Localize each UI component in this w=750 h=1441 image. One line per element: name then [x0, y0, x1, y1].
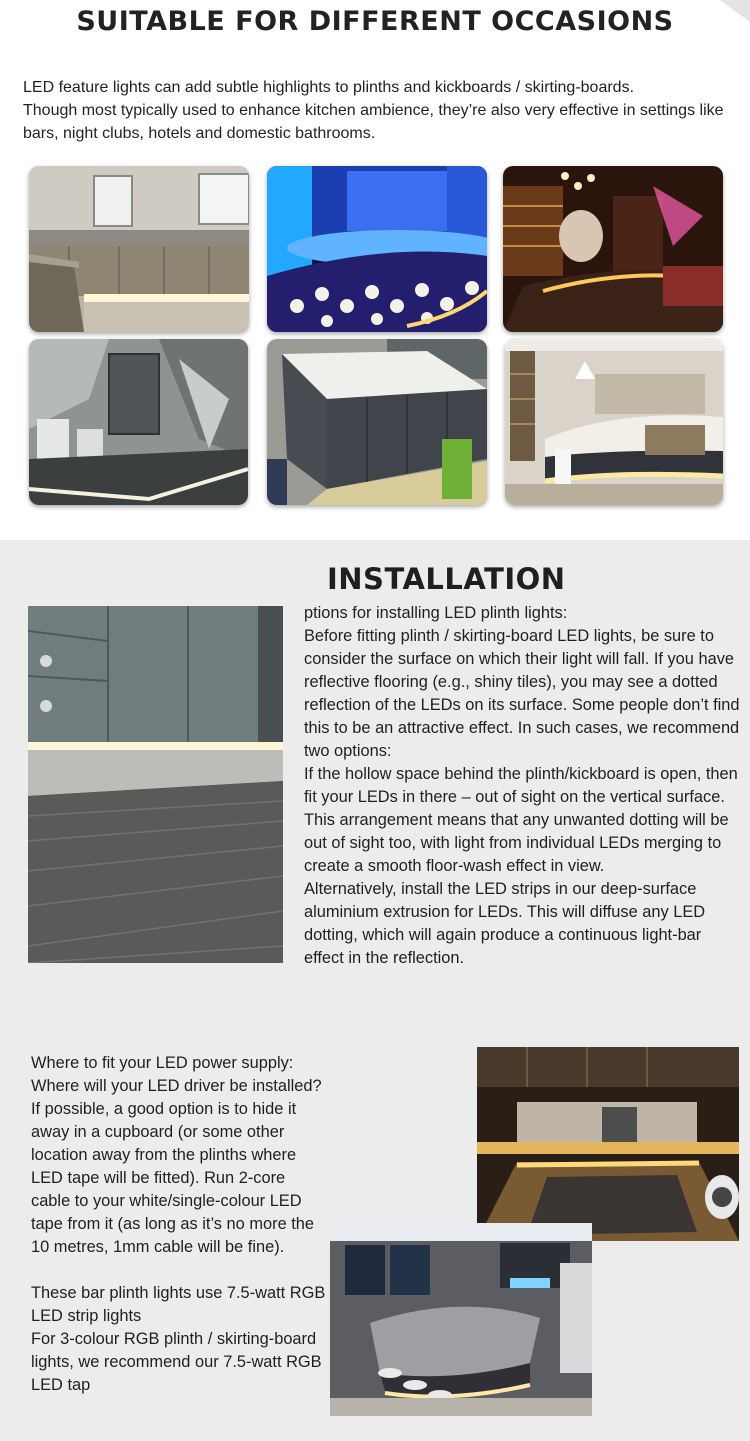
restaurant-photo	[503, 166, 723, 332]
occasions-section	[0, 0, 750, 540]
island-photo	[267, 339, 487, 505]
open-kitchen-photo	[505, 339, 723, 505]
installation-paragraph-1: ptions for installing LED plinth lights:	[304, 604, 568, 622]
installation-paragraph-4: Alternatively, install the LED strips in our deep-surface aluminium extrusion for LEDs. This will diffuse any LED dotting, which will again produce a continuous light-bar effect in the reflection.	[304, 880, 706, 967]
installation-title: INSTALLATION	[327, 562, 566, 596]
power-supply-paragraph: Where will your LED driver be installed? If possible, a good option is to hide it away in a cupboard (or some other location away from the plinths where LED tape will be fitted). Run 2-core cable to your white/single-colour LED tape from it (as long as it’s no more the 10 metres, 1mm cable will be fine).	[31, 1077, 322, 1256]
plinth-photo	[28, 606, 283, 963]
intro-line-2: Though most typically used to enhance kitchen ambience, they’re also very effective in settings like bars, night clubs, hotels and domestic bathrooms.	[23, 102, 724, 142]
bathroom-photo	[29, 339, 248, 505]
installation-paragraph-2: Before fitting plinth / skirting-board LED lights, be sure to consider the surface on which their light will fall. If you have reflective flooring (e.g., shiny tiles), you may see a dotted reflection of the LEDs on its surface. Some people don’t find this to be an attractive effect. In such cases, we recommend two options:	[304, 627, 740, 760]
kitchen-photo	[29, 166, 249, 332]
bar-plinth-paragraph: These bar plinth lights use 7.5-watt RGB LED strip lights	[31, 1284, 326, 1325]
intro-line-1: LED feature lights can add subtle highlights to plinths and kickboards / skirting-boards.	[23, 79, 635, 96]
power-supply-text	[31, 1052, 326, 1397]
installation-paragraph-3: If the hollow space behind the plinth/kickboard is open, then fit your LEDs in there – out of sight on the vertical surface. This arrangement means that any unwanted dotting will be out of sight too, with light from individual LEDs merging to create a smooth floor-wash effect in view.	[304, 765, 738, 875]
kitchen-floor-glow-photo	[477, 1047, 739, 1241]
kitchen-island-night-photo	[330, 1223, 592, 1416]
occasions-title: SUITABLE FOR DIFFERENT OCCASIONS	[76, 6, 674, 37]
occasions-intro	[23, 76, 745, 145]
bar-photo	[267, 166, 487, 332]
rgb-paragraph: For 3-colour RGB plinth / skirting-board lights, we recommend our 7.5-watt RGB LED tap	[31, 1330, 322, 1394]
power-supply-heading: Where to fit your LED power supply:	[31, 1054, 294, 1072]
installation-text	[304, 602, 740, 970]
installation-section	[0, 540, 750, 1441]
